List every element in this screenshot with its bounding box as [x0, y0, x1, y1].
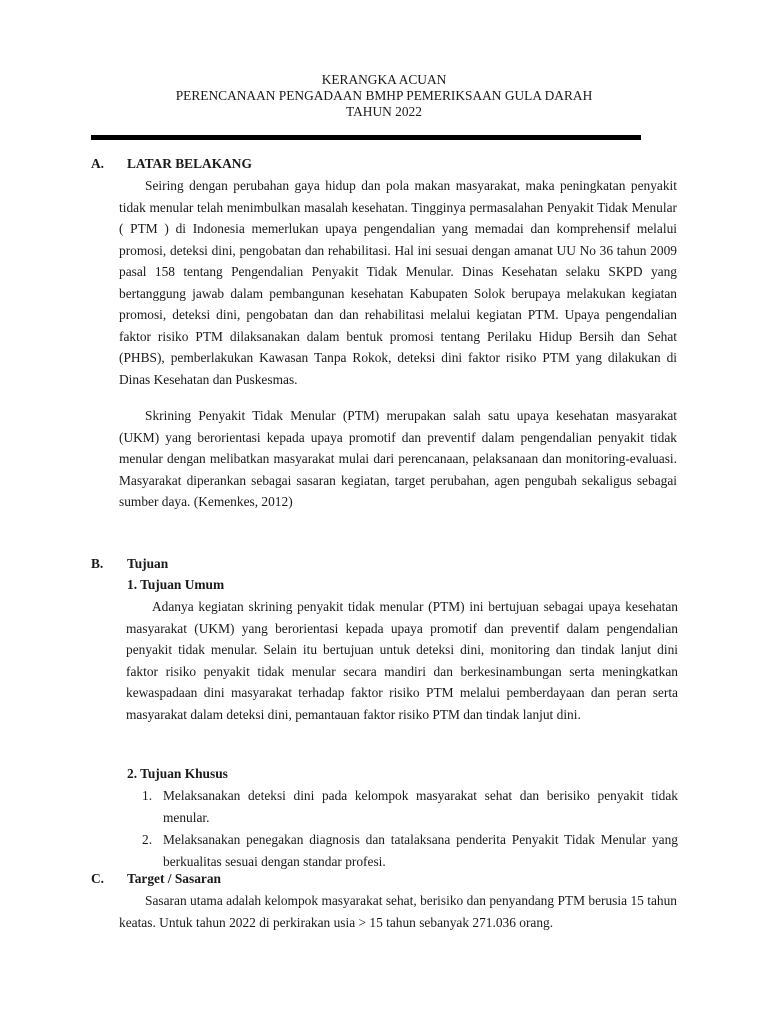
list-item: 2. Melaksanakan penegakan diagnosis dan tatalaksana penderita Penyakit Tidak Menular yang berkualitas sesuai dengan standar profesi.	[142, 832, 678, 869]
section-a-paragraph-1: Seiring dengan perubahan gaya hidup dan pola makan masyarakat, maka peningkatan penyakit tidak menular telah menimbulkan masalah kesehatan. Tingginya permasalahan Penyakit Tidak Menular ( PTM ) di Indonesia memerlukan upaya pengendalian yang memadai dan komprehensif melalui promosi, deteksi dini, pengobatan dan rehabilitasi. Hal ini sesuai dengan amanat UU No 36 tahun 2009 pasal 158 tentang Pengendalian Penyakit Tidak Menular. Dinas Kesehatan selaku SKPD yang bertanggung jawab dalam pembangunan kesehatan Kabupaten Solok berupaya melakukan kegiatan promosi, deteksi dini, pengobatan dan dan rehabilitasi melalui kegiatan PTM. Upaya pengendalian faktor risiko PTM dilaksanakan dalam bentuk promosi tentang Perilaku Hidup Bersih dan Sehat (PHBS), pemberlakukan Kawasan Tanpa Rokok, deteksi dini faktor risiko PTM yang dilakukan di Dinas Kesehatan dan Puskesmas.	[119, 178, 677, 387]
section-c-paragraph: Sasaran utama adalah kelompok masyarakat sehat, berisiko dan penyandang PTM berusia 15 tahun keatas. Untuk tahun 2022 di perkirakan usia > 15 tahun sebanyak 271.036 orang.	[119, 893, 677, 930]
title-line-3: TAHUN 2022	[346, 104, 422, 119]
title-line-1: KERANGKA ACUAN	[321, 72, 447, 87]
tujuan-khusus-list	[142, 785, 678, 873]
section-b-number: B.	[91, 556, 104, 571]
title-divider	[91, 135, 641, 140]
list-item: 1. Melaksanakan deteksi dini pada kelompok masyarakat sehat dan berisiko penyakit tidak menular.	[142, 788, 678, 825]
section-b-title: Tujuan	[127, 556, 169, 571]
tujuan-umum-heading: 1. Tujuan Umum	[127, 577, 225, 592]
title-line-2: PERENCANAAN PENGADAAN BMHP PEMERIKSAAN GULA DARAH	[175, 88, 593, 103]
document-title	[0, 72, 768, 120]
section-a-paragraph-2: Skrining Penyakit Tidak Menular (PTM) merupakan salah satu upaya kesehatan masyarakat (UKM) yang berorientasi kepada upaya promotif dan preventif dalam pengendalian penyakit tidak menular dengan melibatkan masyarakat mulai dari perencanaan, pelaksanaan dan monitoring-evaluasi. Masyarakat diperankan sebagai sasaran kegiatan, target perubahan, agen pengubah sekaligus sebagai sumber daya. (Kemenkes, 2012)	[119, 408, 677, 509]
tujuan-umum-paragraph: Adanya kegiatan skrining penyakit tidak menular (PTM) ini bertujuan sebagai upaya kesehatan masyarakat (UKM) yang berorientasi kepada upaya promotif dan preventif dalam pengendalian penyakit tidak menular. Selain itu bertujuan untuk deteksi dini, monitoring dan tindak lanjut dini faktor risiko penyakit tidak menular secara mandiri dan berkesinambungan serta meningkatkan kewaspadaan dini masyarakat terhadap faktor risiko PTM melalui pemberdayaan dan peran serta masyarakat dalam deteksi dini, pemantauan faktor risiko PTM dan tindak lanjut dini.	[126, 599, 678, 722]
tujuan-khusus-heading: 2. Tujuan Khusus	[127, 766, 228, 781]
section-c-title: Target / Sasaran	[127, 871, 221, 886]
section-a-title: LATAR BELAKANG	[127, 156, 252, 171]
list-item-text: Melaksanakan deteksi dini pada kelompok masyarakat sehat dan berisiko penyakit tidak menular.	[163, 788, 678, 825]
section-c-number: C.	[91, 871, 105, 886]
section-a-number: A.	[91, 156, 105, 171]
list-item-text: Melaksanakan penegakan diagnosis dan tatalaksana penderita Penyakit Tidak Menular yang berkualitas sesuai dengan standar profesi.	[163, 832, 678, 869]
